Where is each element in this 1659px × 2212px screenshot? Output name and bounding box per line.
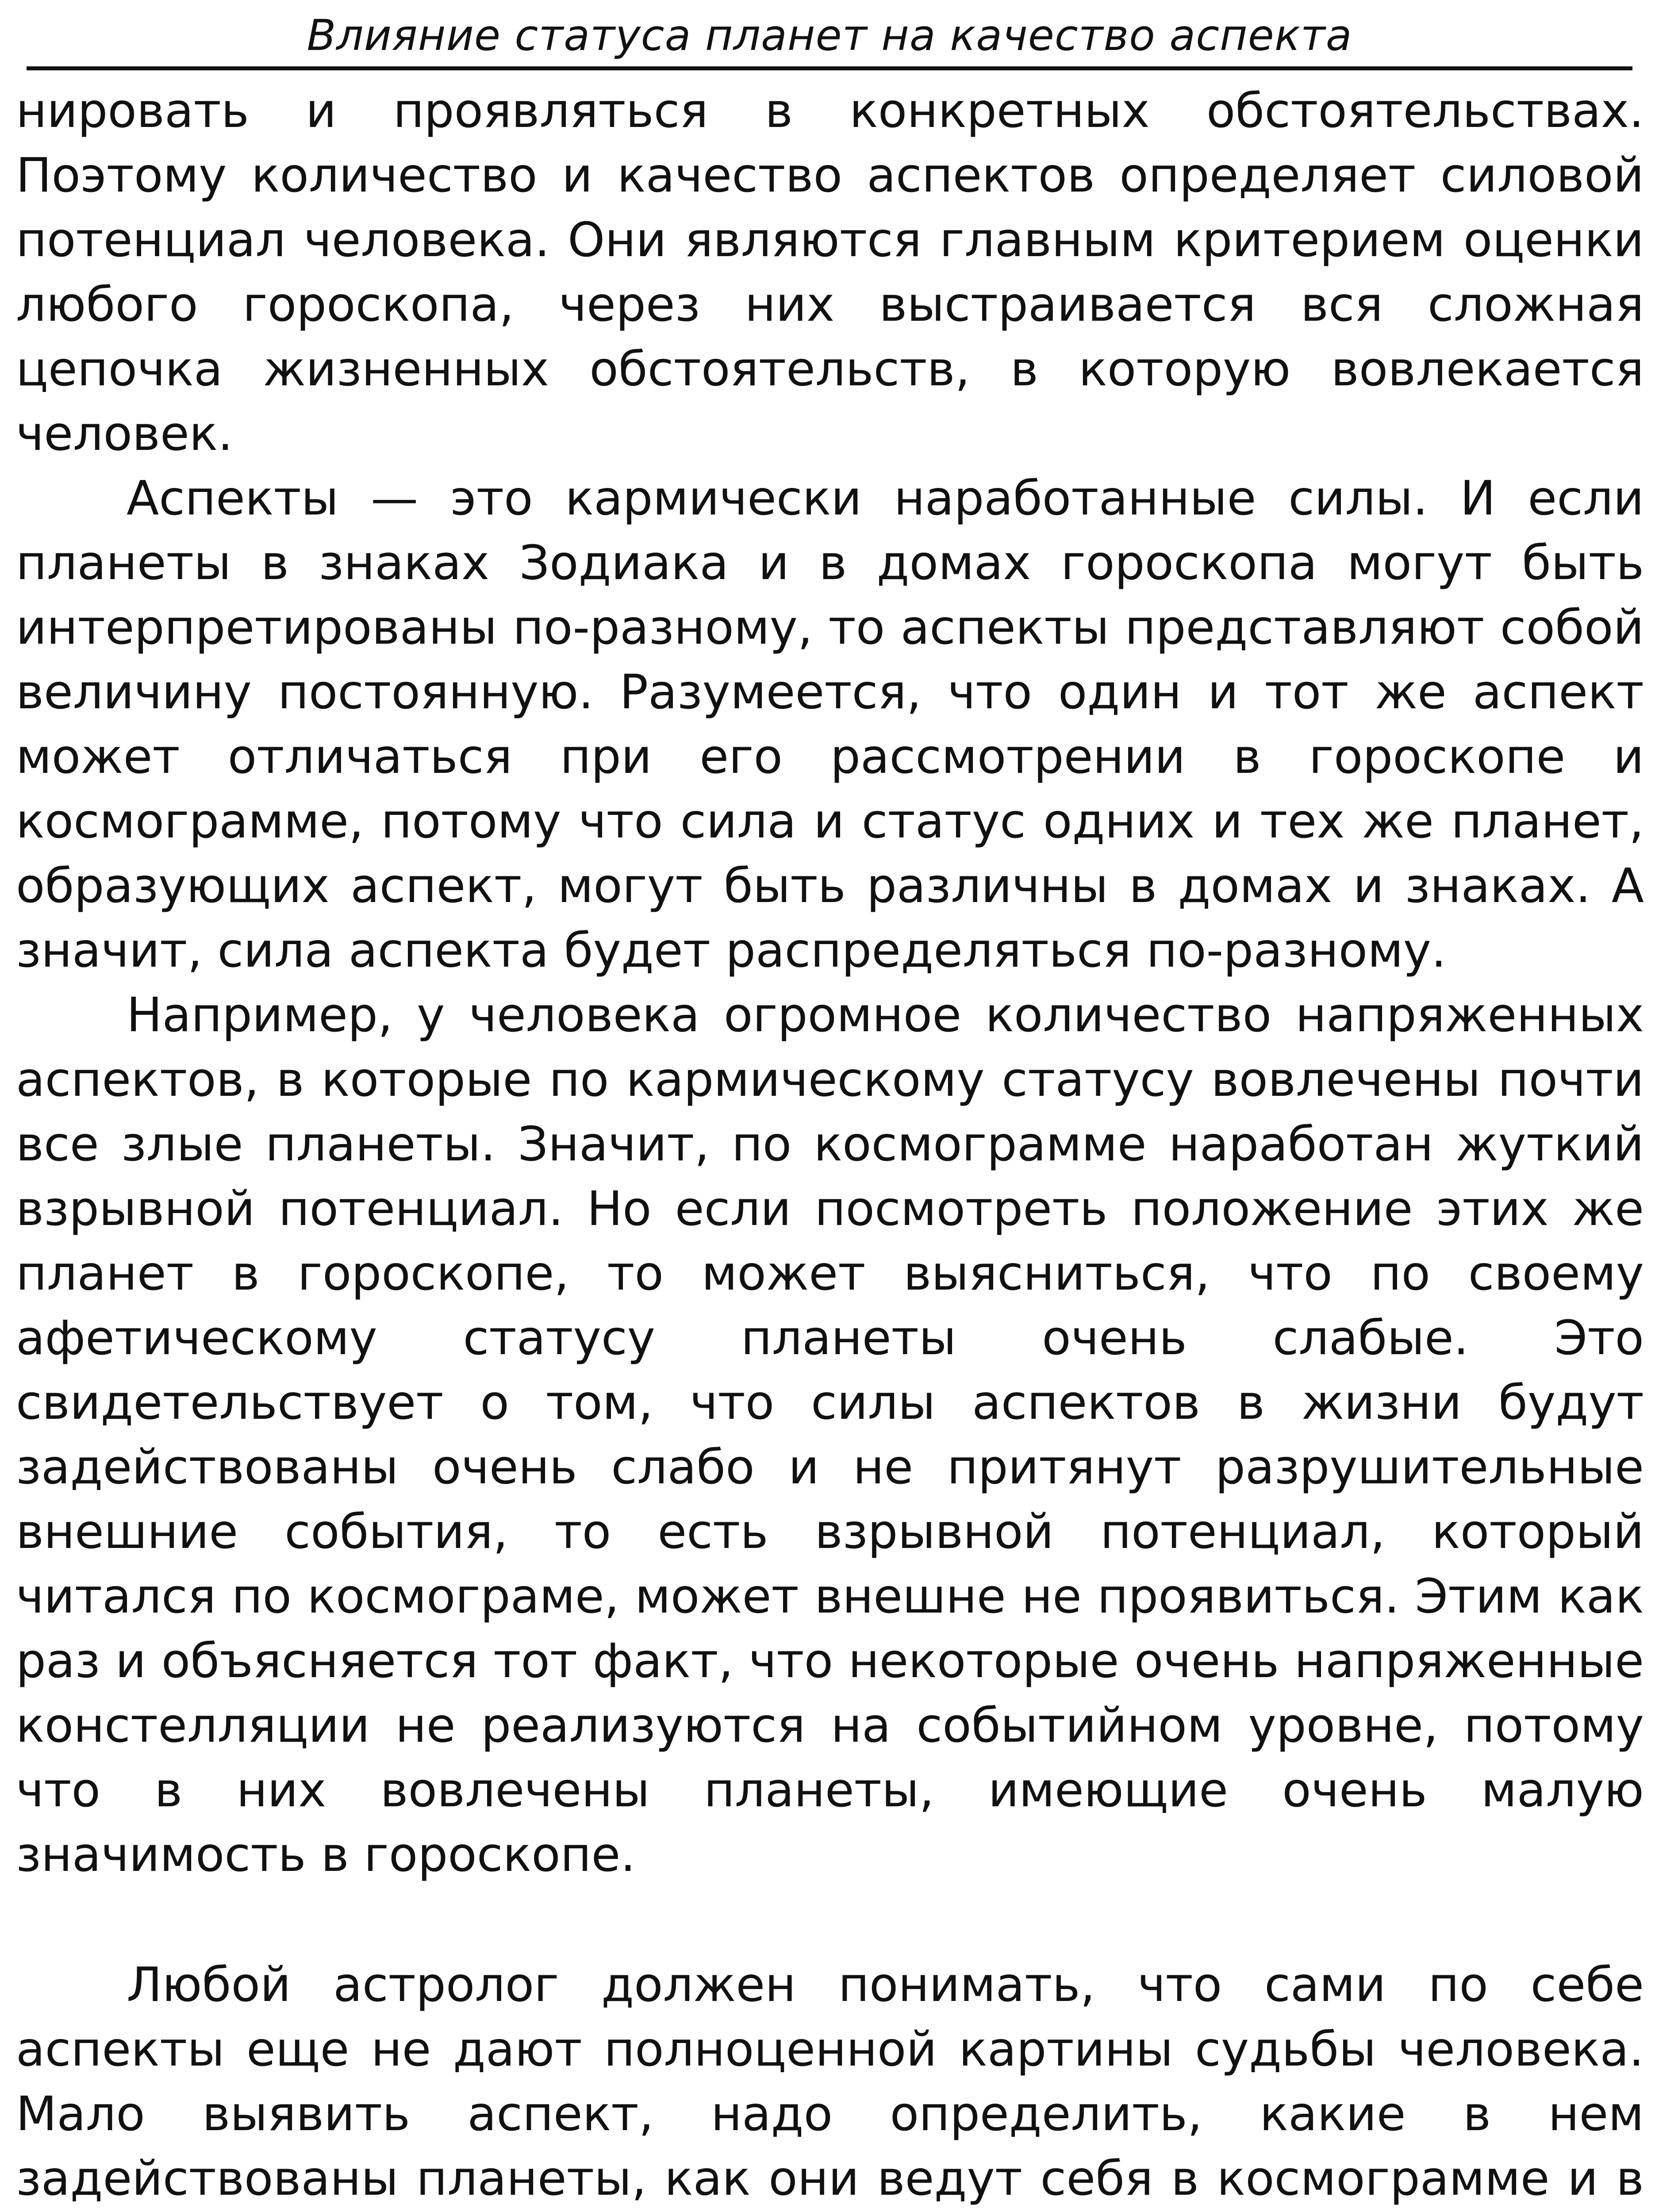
paragraph-example: Например, у человека огромное количество напряженных аспектов, в которые по кармическому статусу вовлечены почти все злые планеты. Значит, по космограмме наработан жуткий взрывной потенциал. Но если посмотреть положение этих же планет в гороскопе, то может выясниться, что по своему афетическому статусу планеты очень слабые. Это свидетельствует о том, что силы аспектов в жизни будут задействованы очень слабо и не притянут разрушительные внешние события, то есть взрывной потенциал, который читался по космограме, может внешне не проявиться. Этим как раз и объясняется тот факт, что некоторые очень напряженные констелляции не реализуются на событийном уровне, потому что в них вовлечены планеты, имеющие очень малую значимость в гороскопе. xyxy=(16,988,1644,1882)
paragraph-astrologer: Любой астролог должен понимать, что сами по себе аспекты еще не дают полноценной картины судьбы человека. Мало выявить аспект, надо определить, какие в нем задействованы планеты, как они ведут себя в космограмме и в xyxy=(16,1958,1644,2206)
paragraph-aspects-karmic: Аспекты — это кармически наработанные силы. И если планеты в знаках Зодиака и в домах гороскопа могут быть интерпретированы по-разному, то аспекты представляют собой величину постоянную. Разумеется, что один и тот же аспект может отличаться при его рассмотрении в гороскопе и космограмме, потому что сила и статус одних и тех же планет, образующих аспект, могут быть различны в домах и знаках. А значит, сила аспекта будет распределяться по-разному. xyxy=(16,471,1644,978)
running-header: Влияние статуса планет на качество аспекта xyxy=(27,4,1632,70)
body-text xyxy=(16,79,1644,2212)
paragraph-continuation: нировать и проявляться в конкретных обстоятельствах. Поэтому количество и качество аспектов определяет силовой потенциал человека. Они являются главным критерием оценки любого гороскопа, через них выстраивается вся сложная цепочка жизненных обстоятельств, в которую вовлекается человек. xyxy=(16,84,1644,461)
